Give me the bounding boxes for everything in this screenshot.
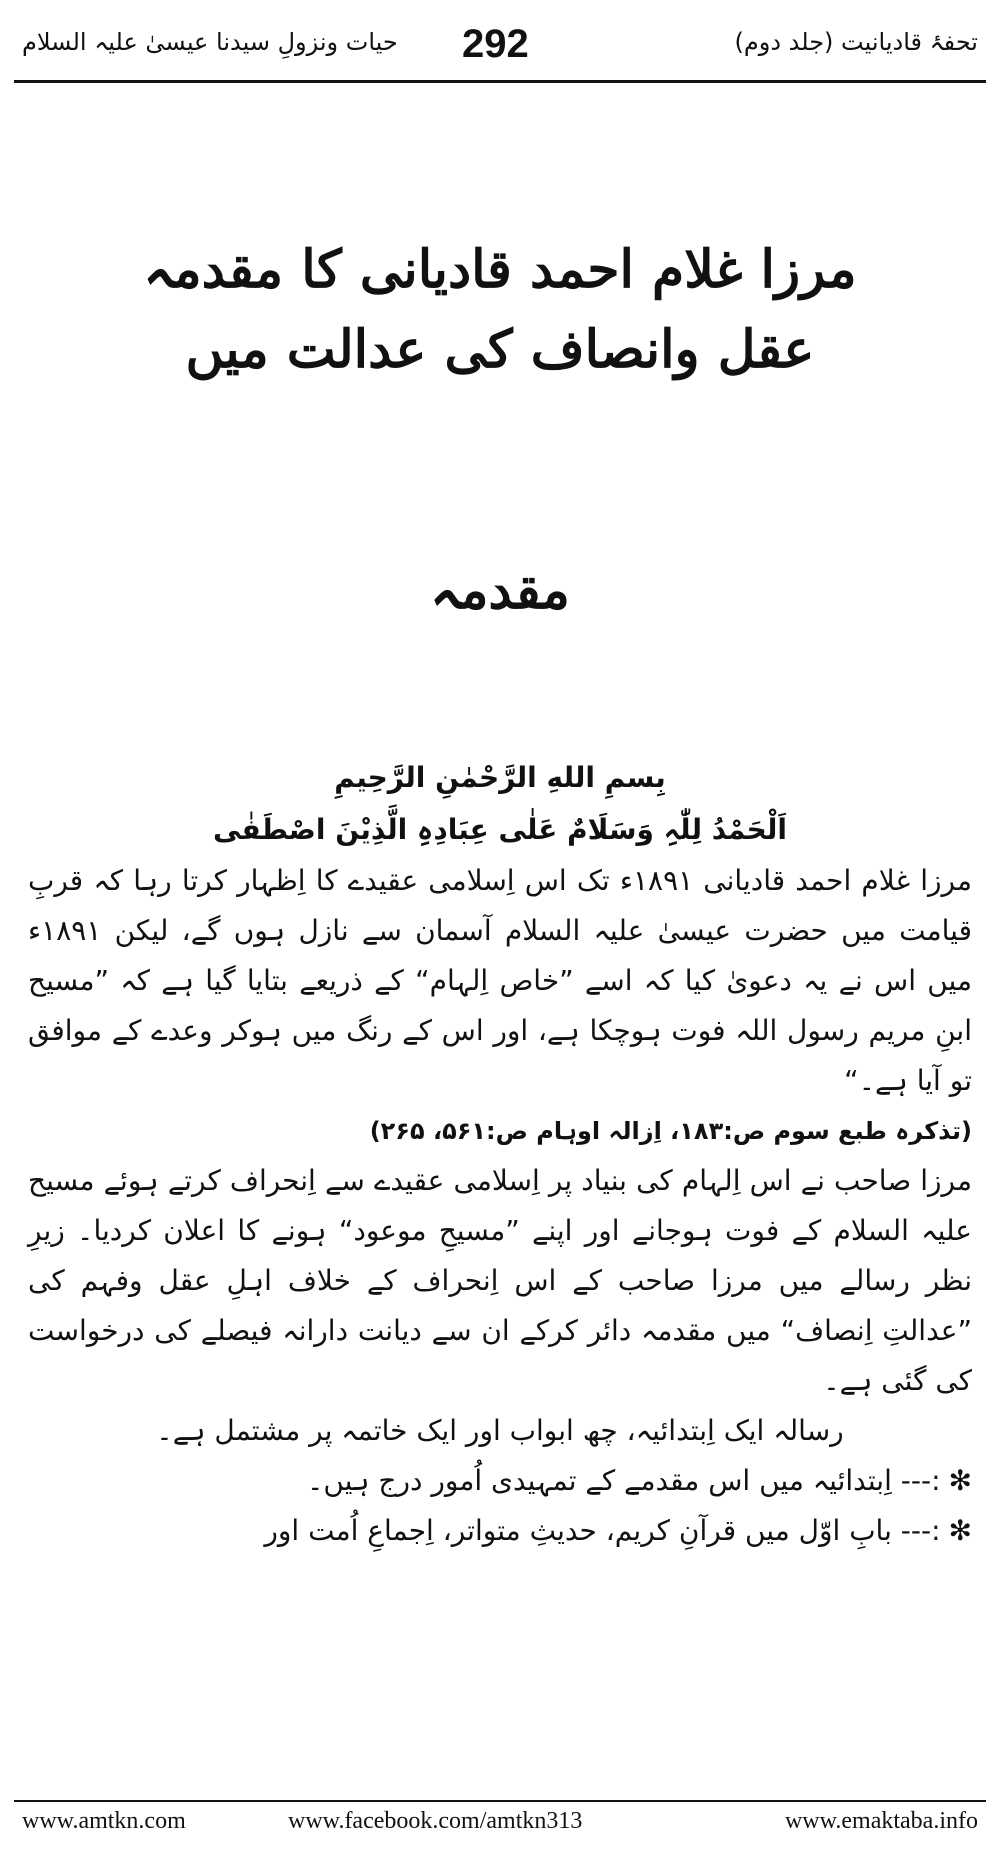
section-title: حیات ونزولِ سیدنا عیسیٰ علیہ السلام: [22, 28, 398, 56]
footer-link-emaktaba[interactable]: www.emaktaba.info: [784, 1808, 978, 1834]
chapter-title-line-1: مرزا غلام احمد قادیانی کا مقدمہ: [143, 239, 857, 300]
chapter-title-line-2: عقل وانصاف کی عدالت میں: [185, 319, 815, 380]
reference-citation: (تذکرہ طبع سوم ص:۱۸۳، اِزالہ اوہام ص:۵۶۱، ۲۶۵): [369, 1117, 972, 1145]
chapter-title: [0, 230, 1000, 390]
footer-link-amtkn[interactable]: www.amtkn.com: [22, 1808, 186, 1834]
asterisk-bullet-icon: ✻: [948, 1464, 972, 1497]
footer-link-facebook[interactable]: www.facebook.com/amtkn313: [288, 1808, 583, 1834]
paragraph-2: مرزا صاحب نے اس اِلہام کی بنیاد پر اِسلامی عقیدے سے اِنحراف کرتے ہوئے مسیح علیہ السلام کے فوت ہوجانے اور اپنے ”مسیحِ موعود“ ہونے کا اعلان کردیا۔ زیرِ نظر رسالے میں مرزا صاحب کے اس اِنحراف کے خلاف اہلِ عقل وفہم کی ”عدالتِ اِنصاف“ میں مقدمہ دائر کرکے ان سے دیانت دارانہ فیصلے کی درخواست کی گئی ہے۔: [28, 1164, 972, 1397]
hamd-line: اَلْحَمْدُ لِلّٰہِ وَسَلَامٌ عَلٰی عِبَادِہِ الَّذِیْنَ اصْطَفٰی: [213, 813, 787, 846]
bismillah-line: بِسمِ اللهِ الرَّحْمٰنِ الرَّحِیمِ: [334, 761, 666, 794]
page-footer: [0, 1808, 1000, 1844]
page-number: 292: [462, 22, 529, 66]
book-title: تحفۂ قادیانیت (جلد دوم): [734, 28, 978, 56]
page-header: [0, 0, 1000, 80]
list-item: [28, 1456, 972, 1506]
footer-divider: [14, 1800, 986, 1802]
paragraph-1: مرزا غلام احمد قادیانی ۱۸۹۱ء تک اس اِسلامی عقیدے کا اِظہار کرتا رہا کہ قربِ قیامت میں حضرت عیسیٰ علیہ السلام آسمان سے نازل ہوں گے، لیکن ۱۸۹۱ء میں اس نے یہ دعویٰ کیا کہ اسے ”خاص اِلہام“ کے ذریعے بتایا گیا ہے کہ ”مسیح ابنِ مریم رسول اللہ فوت ہوچکا ہے، اور اس کے رنگ میں ہوکر وعدے کے موافق تو آیا ہے۔“: [28, 864, 972, 1097]
section-heading: مقدمہ: [430, 560, 570, 621]
list-item-text: :--- بابِ اوّل میں قرآنِ کریم، حدیثِ متواتر، اِجماعِ اُمت اور: [264, 1514, 941, 1547]
header-divider: [14, 80, 986, 83]
list-item: [28, 1506, 972, 1556]
asterisk-bullet-icon: ✻: [948, 1514, 972, 1547]
body-text: [28, 752, 972, 1556]
paragraph-3: رسالہ ایک اِبتدائیہ، چھ ابواب اور ایک خاتمہ پر مشتمل ہے۔: [156, 1414, 844, 1447]
list-item-text: :--- اِبتدائیہ میں اس مقدمے کے تمہیدی اُمور درج ہیں۔: [306, 1464, 941, 1497]
